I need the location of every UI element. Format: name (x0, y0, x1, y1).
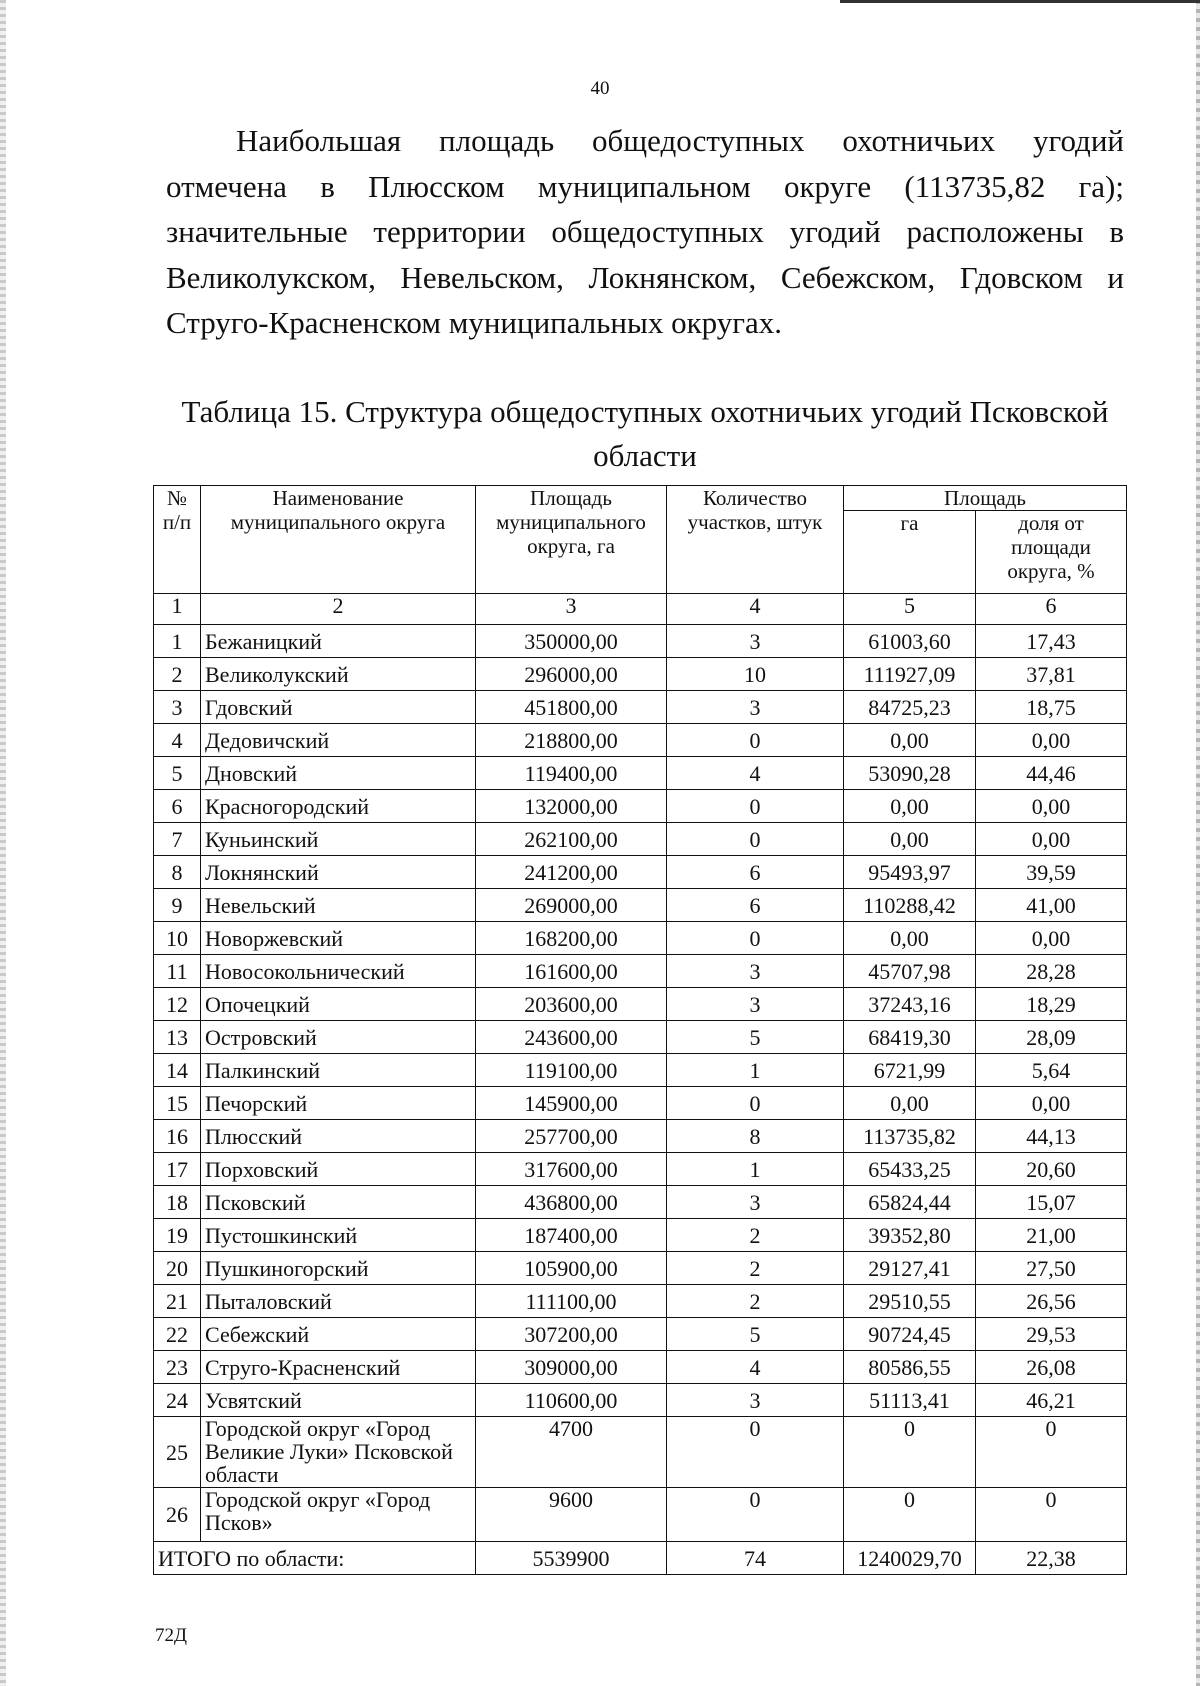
column-index: 4 (667, 594, 844, 625)
hunting-grounds-table (153, 485, 1127, 1575)
hunting-area-ha: 110288,42 (844, 889, 976, 922)
district-area: 307200,00 (476, 1318, 667, 1351)
table-row (154, 988, 1127, 1021)
total-ha: 1240029,70 (844, 1542, 976, 1575)
table-row (154, 1219, 1127, 1252)
table-row (154, 1054, 1127, 1087)
hunting-area-share: 0,00 (976, 724, 1127, 757)
district-name: Себежский (201, 1318, 476, 1351)
hunting-area-ha: 39352,80 (844, 1219, 976, 1252)
hunting-area-share: 0,00 (976, 823, 1127, 856)
district-area: 105900,00 (476, 1252, 667, 1285)
district-area: 262100,00 (476, 823, 667, 856)
hunting-area-share: 41,00 (976, 889, 1127, 922)
hunting-area-share: 0,00 (976, 790, 1127, 823)
district-name: Дновский (201, 757, 476, 790)
district-name: Пыталовский (201, 1285, 476, 1318)
column-index: 1 (154, 594, 201, 625)
row-number: 12 (154, 988, 201, 1021)
hunting-area-ha: 0,00 (844, 1087, 976, 1120)
plot-count: 2 (667, 1285, 844, 1318)
hunting-area-share: 18,75 (976, 691, 1127, 724)
hunting-area-ha: 0,00 (844, 823, 976, 856)
header-area-group: Площадь (844, 486, 1127, 511)
plot-count: 0 (667, 1417, 844, 1488)
column-index: 5 (844, 594, 976, 625)
row-number: 10 (154, 922, 201, 955)
plot-count: 3 (667, 955, 844, 988)
table-row (154, 955, 1127, 988)
plot-count: 6 (667, 856, 844, 889)
row-number: 5 (154, 757, 201, 790)
hunting-area-share: 44,13 (976, 1120, 1127, 1153)
hunting-area-share: 29,53 (976, 1318, 1127, 1351)
district-area: 9600 (476, 1488, 667, 1542)
row-number: 15 (154, 1087, 201, 1120)
row-number: 24 (154, 1384, 201, 1417)
district-name: Дедовичский (201, 724, 476, 757)
column-index: 3 (476, 594, 667, 625)
district-name: Островский (201, 1021, 476, 1054)
hunting-area-ha: 0 (844, 1488, 976, 1542)
hunting-area-share: 46,21 (976, 1384, 1127, 1417)
plot-count: 2 (667, 1219, 844, 1252)
plot-count: 1 (667, 1054, 844, 1087)
plot-count: 6 (667, 889, 844, 922)
scan-edge-right (1196, 0, 1200, 1686)
table-row (154, 1417, 1127, 1488)
row-number: 18 (154, 1186, 201, 1219)
district-name: Невельский (201, 889, 476, 922)
hunting-area-share: 28,28 (976, 955, 1127, 988)
district-name: Новосокольнический (201, 955, 476, 988)
district-area: 257700,00 (476, 1120, 667, 1153)
row-number: 3 (154, 691, 201, 724)
table-body (154, 594, 1127, 1542)
total-label: ИТОГО по области: (154, 1542, 476, 1575)
table-row (154, 724, 1127, 757)
hunting-area-share: 44,46 (976, 757, 1127, 790)
hunting-area-share: 26,08 (976, 1351, 1127, 1384)
district-area: 296000,00 (476, 658, 667, 691)
hunting-area-ha: 0 (844, 1417, 976, 1488)
intro-paragraph: Наибольшая площадь общедоступных охотничьих угодий отмечена в Плюсском муниципальном округе (113735,82 га); значительные территории общедоступных угодий расположены в Великолукском, Невельском, Локнянском, Себежском, Гдовском и Струго-Красненском муниципальных округах. (166, 123, 1124, 340)
row-number: 11 (154, 955, 201, 988)
row-number: 17 (154, 1153, 201, 1186)
district-name: Струго-Красненский (201, 1351, 476, 1384)
district-name: Плюсский (201, 1120, 476, 1153)
district-name: Пустошкинский (201, 1219, 476, 1252)
district-name: Гдовский (201, 691, 476, 724)
plot-count: 0 (667, 724, 844, 757)
hunting-area-share: 20,60 (976, 1153, 1127, 1186)
plot-count: 3 (667, 1384, 844, 1417)
hunting-area-ha: 68419,30 (844, 1021, 976, 1054)
hunting-area-ha: 61003,60 (844, 625, 976, 658)
column-index: 2 (201, 594, 476, 625)
row-number: 26 (154, 1488, 201, 1542)
table-row (154, 1186, 1127, 1219)
plot-count: 3 (667, 1186, 844, 1219)
district-name: Великолукский (201, 658, 476, 691)
plot-count: 1 (667, 1153, 844, 1186)
district-name: Красногородский (201, 790, 476, 823)
row-number: 7 (154, 823, 201, 856)
hunting-area-ha: 65433,25 (844, 1153, 976, 1186)
header-num: № п/п (154, 486, 201, 594)
table-row (154, 1153, 1127, 1186)
table-row (154, 856, 1127, 889)
district-area: 243600,00 (476, 1021, 667, 1054)
plot-count: 5 (667, 1318, 844, 1351)
plot-count: 0 (667, 790, 844, 823)
row-number: 19 (154, 1219, 201, 1252)
table-row (154, 1021, 1127, 1054)
district-area: 119100,00 (476, 1054, 667, 1087)
hunting-area-share: 5,64 (976, 1054, 1127, 1087)
hunting-area-share: 26,56 (976, 1285, 1127, 1318)
row-number: 14 (154, 1054, 201, 1087)
header-share: доля от площади округа, % (976, 511, 1127, 594)
hunting-area-share: 28,09 (976, 1021, 1127, 1054)
hunting-area-share: 27,50 (976, 1252, 1127, 1285)
row-number: 22 (154, 1318, 201, 1351)
table-row (154, 1488, 1127, 1542)
district-name: Палкинский (201, 1054, 476, 1087)
top-scan-rule (840, 0, 1200, 3)
table-row (154, 1120, 1127, 1153)
hunting-area-ha: 95493,97 (844, 856, 976, 889)
table-row (154, 1252, 1127, 1285)
district-area: 145900,00 (476, 1087, 667, 1120)
hunting-area-ha: 80586,55 (844, 1351, 976, 1384)
district-area: 350000,00 (476, 625, 667, 658)
header-count: Количество участков, штук (667, 486, 844, 594)
district-area: 203600,00 (476, 988, 667, 1021)
plot-count: 0 (667, 1488, 844, 1542)
row-number: 13 (154, 1021, 201, 1054)
table-row (154, 1351, 1127, 1384)
hunting-area-share: 0,00 (976, 922, 1127, 955)
hunting-area-share: 37,81 (976, 658, 1127, 691)
plot-count: 0 (667, 823, 844, 856)
table-row (154, 625, 1127, 658)
hunting-area-share: 21,00 (976, 1219, 1127, 1252)
district-name: Псковский (201, 1186, 476, 1219)
total-row (154, 1542, 1127, 1575)
hunting-area-ha: 29510,55 (844, 1285, 976, 1318)
table-row (154, 757, 1127, 790)
hunting-area-ha: 37243,16 (844, 988, 976, 1021)
hunting-area-ha: 53090,28 (844, 757, 976, 790)
plot-count: 10 (667, 658, 844, 691)
row-number: 23 (154, 1351, 201, 1384)
hunting-area-ha: 0,00 (844, 790, 976, 823)
hunting-area-ha: 51113,41 (844, 1384, 976, 1417)
district-area: 110600,00 (476, 1384, 667, 1417)
district-name: Усвятский (201, 1384, 476, 1417)
district-area: 187400,00 (476, 1219, 667, 1252)
hunting-area-share: 39,59 (976, 856, 1127, 889)
row-number: 4 (154, 724, 201, 757)
district-area: 317600,00 (476, 1153, 667, 1186)
district-area: 132000,00 (476, 790, 667, 823)
plot-count: 5 (667, 1021, 844, 1054)
hunting-area-ha: 6721,99 (844, 1054, 976, 1087)
plot-count: 0 (667, 1087, 844, 1120)
district-name: Куньинский (201, 823, 476, 856)
table-row (154, 1318, 1127, 1351)
table-caption: Таблица 15. Структура общедоступных охотничьих угодий Псковской области (181, 394, 1109, 473)
hunting-area-ha: 0,00 (844, 922, 976, 955)
table-row (154, 1087, 1127, 1120)
plot-count: 3 (667, 988, 844, 1021)
hunting-area-ha: 0,00 (844, 724, 976, 757)
row-number: 25 (154, 1417, 201, 1488)
district-name: Новоржевский (201, 922, 476, 955)
district-area: 168200,00 (476, 922, 667, 955)
district-name: Печорский (201, 1087, 476, 1120)
plot-count: 2 (667, 1252, 844, 1285)
hunting-area-share: 0,00 (976, 1087, 1127, 1120)
hunting-area-ha: 29127,41 (844, 1252, 976, 1285)
row-number: 8 (154, 856, 201, 889)
hunting-area-share: 15,07 (976, 1186, 1127, 1219)
row-number: 9 (154, 889, 201, 922)
hunting-area-ha: 111927,09 (844, 658, 976, 691)
hunting-area-share: 0 (976, 1488, 1127, 1542)
table-row (154, 1384, 1127, 1417)
column-index: 6 (976, 594, 1127, 625)
table-row (154, 691, 1127, 724)
header-ha: га (844, 511, 976, 594)
hunting-area-share: 0 (976, 1417, 1127, 1488)
district-area: 218800,00 (476, 724, 667, 757)
plot-count: 4 (667, 1351, 844, 1384)
header-name: Наименование муниципального округа (201, 486, 476, 594)
row-number: 21 (154, 1285, 201, 1318)
table-row (154, 1285, 1127, 1318)
district-area: 436800,00 (476, 1186, 667, 1219)
plot-count: 3 (667, 691, 844, 724)
table-row (154, 889, 1127, 922)
district-name: Локнянский (201, 856, 476, 889)
hunting-area-share: 17,43 (976, 625, 1127, 658)
district-name: Бежаницкий (201, 625, 476, 658)
page-number: 40 (590, 78, 610, 99)
district-name: Городской округ «Город Псков» (201, 1488, 476, 1542)
total-area: 5539900 (476, 1542, 667, 1575)
total-share: 22,38 (976, 1542, 1127, 1575)
district-name: Порховский (201, 1153, 476, 1186)
table-row (154, 823, 1127, 856)
hunting-area-ha: 90724,45 (844, 1318, 976, 1351)
district-area: 161600,00 (476, 955, 667, 988)
district-area: 111100,00 (476, 1285, 667, 1318)
plot-count: 8 (667, 1120, 844, 1153)
row-number: 2 (154, 658, 201, 691)
row-number: 1 (154, 625, 201, 658)
district-name: Опочецкий (201, 988, 476, 1021)
district-area: 241200,00 (476, 856, 667, 889)
table-row (154, 790, 1127, 823)
column-index-row (154, 594, 1127, 625)
district-area: 269000,00 (476, 889, 667, 922)
scan-edge-left (0, 0, 6, 1686)
district-area: 4700 (476, 1417, 667, 1488)
row-number: 6 (154, 790, 201, 823)
hunting-area-ha: 113735,82 (844, 1120, 976, 1153)
table-row (154, 658, 1127, 691)
district-name: Городской округ «Город Великие Луки» Псковской области (201, 1417, 476, 1488)
plot-count: 0 (667, 922, 844, 955)
district-area: 451800,00 (476, 691, 667, 724)
hunting-area-ha: 84725,23 (844, 691, 976, 724)
district-area: 309000,00 (476, 1351, 667, 1384)
hunting-area-ha: 65824,44 (844, 1186, 976, 1219)
total-count: 74 (667, 1542, 844, 1575)
plot-count: 3 (667, 625, 844, 658)
table-row (154, 922, 1127, 955)
plot-count: 4 (667, 757, 844, 790)
row-number: 16 (154, 1120, 201, 1153)
row-number: 20 (154, 1252, 201, 1285)
footer-code: 72Д (155, 1625, 187, 1646)
header-area: Площадь муниципального округа, га (476, 486, 667, 594)
hunting-area-ha: 45707,98 (844, 955, 976, 988)
district-area: 119400,00 (476, 757, 667, 790)
hunting-area-share: 18,29 (976, 988, 1127, 1021)
district-name: Пушкиногорский (201, 1252, 476, 1285)
